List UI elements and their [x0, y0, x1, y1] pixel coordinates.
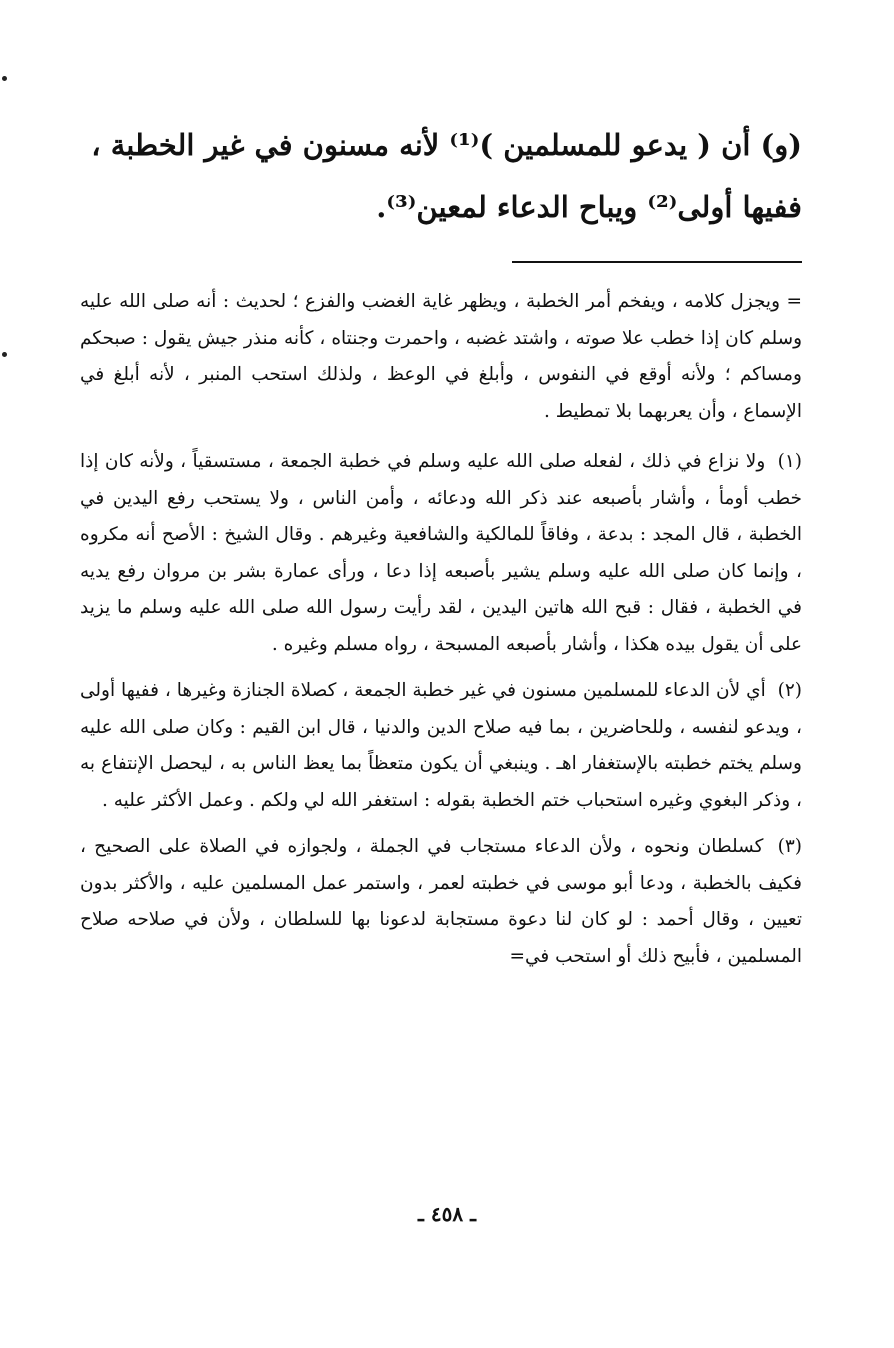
footnote-number: (٢)	[777, 680, 802, 701]
footnote-number: (٣)	[777, 836, 802, 857]
scan-mark	[2, 352, 7, 357]
footnote-text: ولا نزاع في ذلك ، لفعله صلى الله عليه وسلم في خطبة الجمعة ، مستسقياً ، ولأنه كان إذا خطب أومأ ، وأشار بأصبعه عند ذكر الله ودعائه ، وأمن الناس ، ولا يستحب رفع اليدين في الخطبة ، قال المجد : بدعة ، وفاقاً للمالكية والشافعية وغيرهم . وقال الشيخ : الأصح أنه مكروه ، وإنما كان صلى الله عليه وسلم يشير بأصبعه إذا دعا ، ورأى عمارة بشر بن مروان رفع يديه في الخطبة ، فقال : قبح الله هاتين اليدين ، لقد رأيت رسول الله صلى الله عليه وسلم ما يزيد على أن يقول بيده هكذا ، وأشار بأصبعه المسبحة ، رواه مسلم وغيره .	[80, 451, 802, 655]
scan-mark	[2, 76, 7, 81]
footnote-separator	[512, 261, 802, 263]
footnote-text: أي لأن الدعاء للمسلمين مسنون في غير خطبة الجمعة ، كصلاة الجنازة وغيرها ، ففيها أولى ، ويدعو لنفسه ، وللحاضرين ، بما فيه صلاح الدين والدنيا ، قال ابن القيم : وكان صلى الله عليه وسلم يختم خطبته بالإستغفار اهـ . وينبغي أن يكون متعظاً بما يعظ الناس به ، ليحصل الإنتفاع به ، وذكر البغوي وغيره استحباب ختم الخطبة بقوله : استغفر الله لي ولكم . وعمل الأكثر عليه .	[80, 680, 802, 811]
footnote-3	[80, 829, 802, 975]
main-text-line: ففيها أولى⁽²⁾ ويباح الدعاء لمعين⁽³⁾.	[376, 190, 802, 224]
footnote-1	[80, 444, 802, 663]
page-number: ـ ٤٥٨ ـ	[418, 1202, 476, 1226]
main-text	[78, 114, 802, 238]
footnote-text: كسلطان ونحوه ، ولأن الدعاء مستجاب في الجملة ، ولجوازه في الصلاة على الصحيح ، فكيف بالخطبة ، ودعا أبو موسى في خطبته لعمر ، واستمر عمل المسلمين عليه ، والأكثر بدون تعيين ، وقال أحمد : لو كان لنا دعوة مستجابة لدعونا بها للسلطان ، ولأن في صلاحه صلاح المسلمين ، فأبيح ذلك أو استحب في=	[80, 836, 802, 967]
main-text-line: (و) أن ( يدعو للمسلمين )⁽¹⁾ لأنه مسنون في غير الخطبة ،	[91, 128, 802, 162]
footnote-number: (١)	[777, 451, 802, 472]
footnotes	[80, 284, 802, 985]
footnote-2	[80, 673, 802, 819]
footnote-continuation: = ويجزل كلامه ، ويفخم أمر الخطبة ، ويظهر غاية الغضب والفزع ؛ لحديث : أنه صلى الله عليه وسلم كان إذا خطب علا صوته ، واشتد غضبه ، واحمرت وجنتاه ، كأنه منذر جيش يقول : صبحكم ومساكم ؛ ولأنه أوقع في النفوس ، وأبلغ في الوعظ ، ولذلك استحب المنبر ، لأنه أبلغ في الإسماع ، وأن يعربهما بلا تمطيط .	[80, 291, 802, 422]
